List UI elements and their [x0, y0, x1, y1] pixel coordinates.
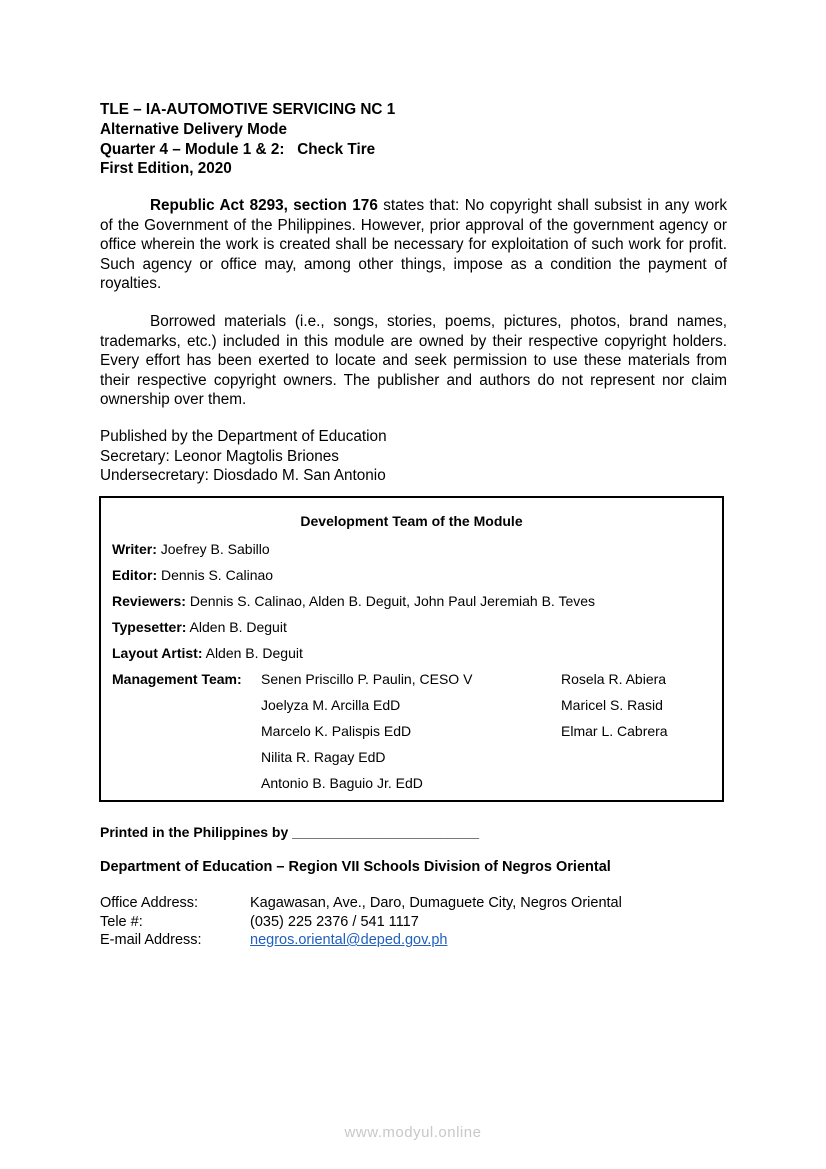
- management-member: Elmar L. Cabrera: [561, 723, 668, 739]
- telephone-row: [100, 913, 419, 931]
- management-member: Antonio B. Baguio Jr. EdD: [261, 775, 423, 791]
- writer-row: [112, 541, 270, 557]
- telephone-number: (035) 225 2376 / 541 1117: [250, 914, 419, 930]
- management-member: Joelyza M. Arcilla EdD: [261, 697, 401, 713]
- editor-row: [112, 567, 273, 583]
- secretary: Secretary: Leonor Magtolis Briones: [100, 447, 339, 465]
- office-address-label: Office Address:: [100, 895, 199, 911]
- writer-name: Joefrey B. Sabillo: [156, 541, 270, 557]
- email-row: [100, 931, 447, 949]
- office-address: Kagawasan, Ave., Daro, Dumaguete City, Negros Oriental: [250, 895, 622, 911]
- republic-act-reference: Republic Act 8293, section 176: [150, 197, 378, 214]
- layout-artist-row: [112, 645, 303, 661]
- watermark: www.modyul.online: [344, 1124, 482, 1141]
- management-member: Nilita R. Ragay EdD: [261, 749, 386, 765]
- reviewers-label: Reviewers:: [112, 593, 186, 609]
- undersecretary: Undersecretary: Diosdado M. San Antonio: [100, 467, 386, 484]
- editor-label: Editor:: [112, 567, 158, 583]
- layout-artist-name: Alden B. Deguit: [202, 645, 303, 661]
- writer-label: Writer:: [112, 541, 157, 557]
- typesetter-name: Alden B. Deguit: [186, 619, 287, 635]
- office-address-row: [100, 894, 622, 912]
- module-subject: TLE – IA-AUTOMOTIVE SERVICING NC 1: [100, 101, 396, 118]
- layout-artist-label: Layout Artist:: [112, 645, 203, 661]
- borrowed-materials-paragraph: [100, 312, 727, 410]
- development-team-box: [99, 496, 724, 802]
- management-label-row: [112, 671, 242, 687]
- publisher-info: [100, 427, 387, 486]
- email-label: E-mail Address:: [100, 932, 202, 948]
- reviewers-names: Dennis S. Calinao, Alden B. Deguit, John Paul Jeremiah B. Teves: [185, 593, 596, 609]
- module-title: Quarter 4 – Module 1 & 2: Check Tire: [100, 140, 376, 158]
- team-title: Development Team of the Module: [300, 513, 523, 529]
- edition: First Edition, 2020: [100, 160, 232, 178]
- borrowed-materials-text: Borrowed materials (i.e., songs, stories, poems, pictures, photos, brand names, trademarks, etc.) included in this module are owned by their respective copyright holders. Every effort has been exerted to locate and seek permission to use these materials from their respective copyright owners. The publisher and authors do not represent nor claim ownership over them.: [100, 313, 727, 408]
- management-member: Rosela R. Abiera: [561, 671, 667, 687]
- editor-name: Dennis S. Calinao: [157, 567, 274, 583]
- telephone-label: Tele #:: [100, 914, 143, 930]
- typesetter-label: Typesetter:: [112, 619, 187, 635]
- reviewers-row: [112, 593, 595, 609]
- typesetter-row: [112, 619, 287, 635]
- deped-region-division: Department of Education – Region VII Schools Division of Negros Oriental: [100, 859, 611, 875]
- management-team-label: Management Team:: [112, 671, 242, 687]
- copyright-paragraph: [100, 196, 727, 294]
- email-link[interactable]: negros.oriental@deped.gov.ph: [250, 932, 448, 948]
- management-member: Senen Priscillo P. Paulin, CESO V: [261, 671, 473, 687]
- copyright-text: states that: No copyright shall subsist in any work of the Government of the Philippines. However, prior approval of the government agency or office wherein the work is created shall be necessary for exploitation of such work for profit. Such agency or office may, among other things, impose as a condition the payment of royalties.: [100, 197, 727, 292]
- published-by: Published by the Department of Education: [100, 428, 387, 445]
- delivery-mode: Alternative Delivery Mode: [100, 120, 288, 138]
- printed-by: Printed in the Philippines by ________________________: [100, 824, 479, 840]
- management-member: Maricel S. Rasid: [561, 697, 663, 713]
- management-member: Marcelo K. Palispis EdD: [261, 723, 412, 739]
- module-header: [100, 100, 395, 179]
